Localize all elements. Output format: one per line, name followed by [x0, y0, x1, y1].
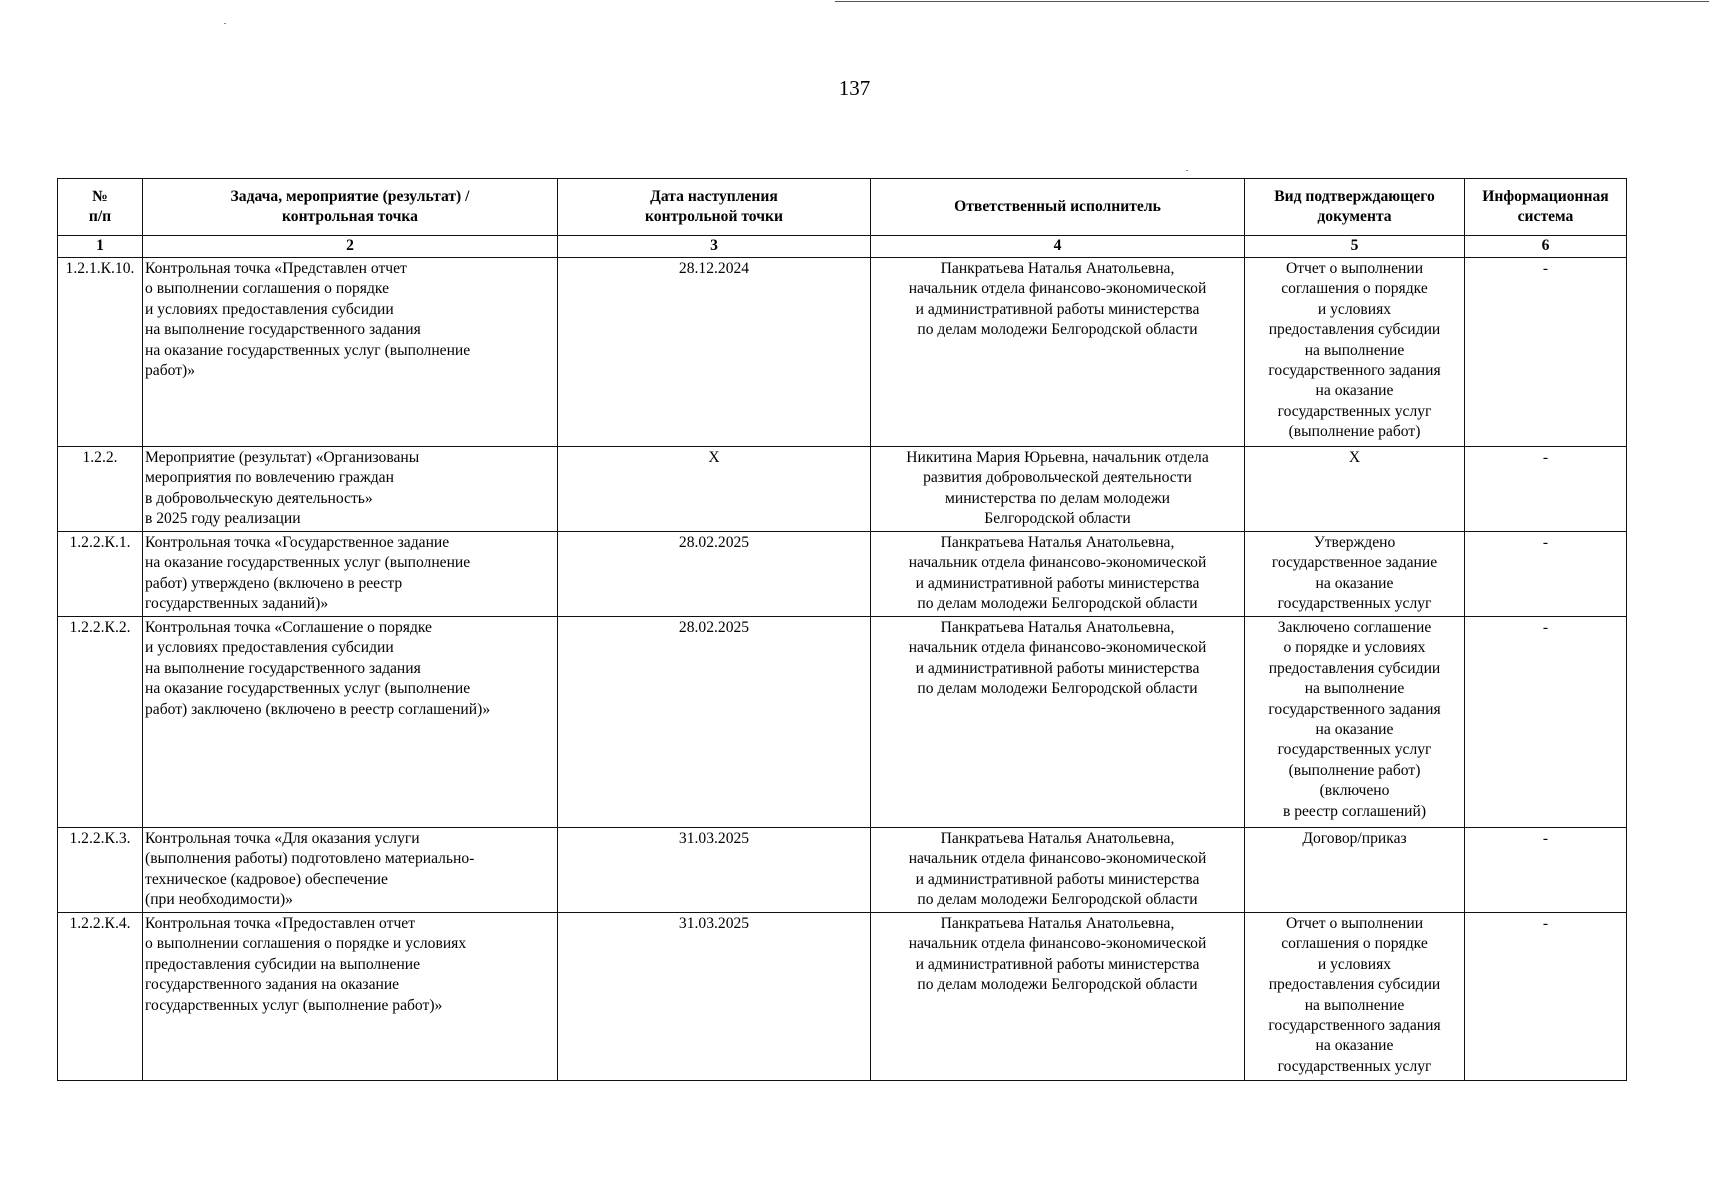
row-document: Утверждено государственное задание на оказание государственных услуг: [1245, 532, 1465, 617]
scan-speck: [224, 23, 226, 24]
header-document: Вид подтверждающего документа: [1245, 179, 1465, 236]
column-number: 2: [143, 236, 558, 258]
table-row: [58, 828, 1627, 913]
row-system: -: [1465, 532, 1627, 617]
row-responsible: Панкратьева Наталья Анатольевна, начальник отдела финансово-экономической и административной работы министерства по делам молодежи Белгородской области: [871, 828, 1245, 913]
row-responsible: Панкратьева Наталья Анатольевна, начальник отдела финансово-экономической и административной работы министерства по делам молодежи Белгородской области: [871, 532, 1245, 617]
column-number: 5: [1245, 236, 1465, 258]
row-responsible: Никитина Мария Юрьевна, начальник отдела развития добровольческой деятельности министерства по делам молодежи Белгородской области: [871, 447, 1245, 532]
row-id: 1.2.2.К.1.: [58, 532, 143, 617]
row-document: Х: [1245, 447, 1465, 532]
row-date: 28.12.2024: [558, 258, 871, 447]
row-task: Контрольная точка «Предоставлен отчет о выполнении соглашения о порядке и условиях предоставления субсидии на выполнение государственного задания на оказание государственных услуг (выполнение работ)»: [143, 913, 558, 1081]
row-id: 1.2.2.К.3.: [58, 828, 143, 913]
scan-speck: [1186, 170, 1188, 171]
row-id: 1.2.2.К.4.: [58, 913, 143, 1081]
row-responsible: Панкратьева Наталья Анатольевна, начальник отдела финансово-экономической и административной работы министерства по делам молодежи Белгородской области: [871, 258, 1245, 447]
page-number: 137: [838, 76, 871, 100]
row-system: -: [1465, 617, 1627, 828]
row-system: -: [1465, 447, 1627, 532]
row-date: 31.03.2025: [558, 828, 871, 913]
row-task: Контрольная точка «Для оказания услуги (выполнения работы) подготовлено материально- техническое (кадровое) обеспечение (при необходимости)»: [143, 828, 558, 913]
table-row: [58, 532, 1627, 617]
column-number: 4: [871, 236, 1245, 258]
column-number: 6: [1465, 236, 1627, 258]
row-document: Заключено соглашение о порядке и условиях предоставления субсидии на выполнение государственного задания на оказание государственных услуг (выполнение работ) (включено в реестр соглашений): [1245, 617, 1465, 828]
row-document: Отчет о выполнении соглашения о порядке и условиях предоставления субсидии на выполнение государственного задания на оказание государственных услуг: [1245, 913, 1465, 1081]
row-system: -: [1465, 258, 1627, 447]
header-responsible: Ответственный исполнитель: [871, 179, 1245, 236]
row-task: Мероприятие (результат) «Организованы мероприятия по вовлечению граждан в добровольческую деятельность» в 2025 году реализации: [143, 447, 558, 532]
row-document: Отчет о выполнении соглашения о порядке и условиях предоставления субсидии на выполнение государственного задания на оказание государственных услуг (выполнение работ): [1245, 258, 1465, 447]
row-task: Контрольная точка «Государственное задание на оказание государственных услуг (выполнение работ) утверждено (включено в реестр государственных заданий)»: [143, 532, 558, 617]
row-id: 1.2.1.К.10.: [58, 258, 143, 447]
row-system: -: [1465, 828, 1627, 913]
row-responsible: Панкратьева Наталья Анатольевна, начальник отдела финансово-экономической и административной работы министерства по делам молодежи Белгородской области: [871, 913, 1245, 1081]
row-date: Х: [558, 447, 871, 532]
column-number: 1: [58, 236, 143, 258]
row-task: Контрольная точка «Представлен отчет о выполнении соглашения о порядке и условиях предоставления субсидии на выполнение государственного задания на оказание государственных услуг (выполнение работ)»: [143, 258, 558, 447]
column-number: 3: [558, 236, 871, 258]
row-task: Контрольная точка «Соглашение о порядке и условиях предоставления субсидии на выполнение государственного задания на оказание государственных услуг (выполнение работ) заключено (включено в реестр соглашений)»: [143, 617, 558, 828]
row-date: 31.03.2025: [558, 913, 871, 1081]
table-row: [58, 617, 1627, 828]
row-id: 1.2.2.К.2.: [58, 617, 143, 828]
row-id: 1.2.2.: [58, 447, 143, 532]
row-system: -: [1465, 913, 1627, 1081]
row-date: 28.02.2025: [558, 617, 871, 828]
header-number: № п/п: [58, 179, 143, 236]
column-number-row: [58, 236, 1627, 258]
row-responsible: Панкратьева Наталья Анатольевна, начальник отдела финансово-экономической и административной работы министерства по делам молодежи Белгородской области: [871, 617, 1245, 828]
table-row: [58, 913, 1627, 1081]
header-system: Информационная система: [1465, 179, 1627, 236]
table-row: [58, 258, 1627, 447]
header-task: Задача, мероприятие (результат) / контрольная точка: [143, 179, 558, 236]
table-header-row: [58, 179, 1627, 236]
row-document: Договор/приказ: [1245, 828, 1465, 913]
header-date: Дата наступления контрольной точки: [558, 179, 871, 236]
scan-top-rule: [835, 1, 1709, 2]
control-points-table: [57, 178, 1627, 1081]
table-row: [58, 447, 1627, 532]
row-date: 28.02.2025: [558, 532, 871, 617]
